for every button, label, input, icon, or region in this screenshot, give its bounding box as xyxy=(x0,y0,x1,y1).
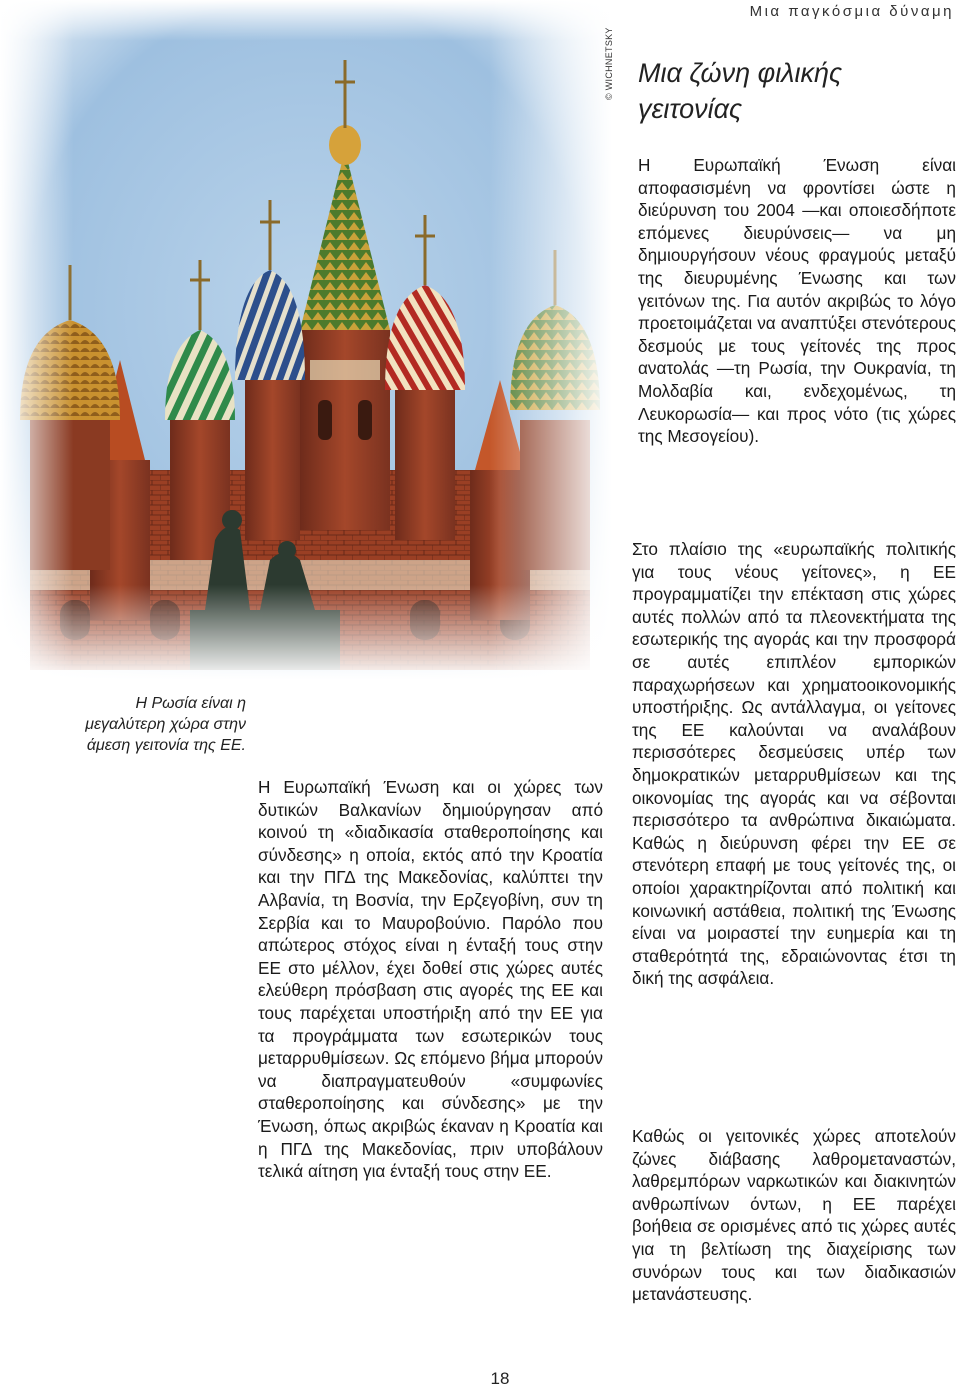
balkans-paragraph: Η Ευρωπαϊκή Ένωση και οι χώρες των δυτικών Βαλκανίων δημιούργησαν από κοινού τη «διαδικασία σταθεροποίησης και σύνδεσης» η οποία, εκτός από την Κροατία και την ΠΓΔ της Μακεδονίας, καλύπτει την Αλβανία, τη Βοσνία, την Ερζεγοβίνη, συν τη Σερβία και το Μαυροβούνιο. Παρόλο που απώτερος στόχος είναι η ένταξή τους στην ΕΕ στο μέλλον, έχει δοθεί στις χώρες αυτές ελεύθερη πρόσβαση στις αγορές της ΕΕ και τους παρέχεται υποστήριξη από την ΕΕ για τα προγράμματα των εσωτερικών τους μεταρρυθμίσεων. Ως επόμενο βήμα μπορούν να διαπραγματευθούν «συμφωνίες σταθεροποίησης και σύνδεσης» με την Ένωση, όπως ακριβώς έκαναν η Κροατία και η ΠΓΔ της Μακεδονίας, πριν υποβάλουν τελικά αίτηση για ένταξή τους στην ΕΕ. xyxy=(258,777,603,1182)
neighbourhood-policy-paragraph: Στο πλαίσιο της «ευρωπαϊκής πολιτικής για τους νέους γείτονες», η ΕΕ προγραμματίζει την επέκταση στις χώρες αυτές πολλών από τα πλεονεκτήματα της εσωτερικής της αγοράς και την προσφορά σε αυτές επιπλέον εμπορικών παραχωρήσεων και χρηματοοικονομικής υποστήριξης. Ως αντάλλαγμα, οι γείτονες της ΕΕ καλούνται να αναλάβουν περισσότερες δεσμεύσεις υπέρ των δημοκρατικών μεταρρυθμίσεων και της οικονομίας της αγοράς και να σέβονται περισσότερο τα ανθρώπινα δικαιώματα. Καθώς η διεύρυνση φέρει την ΕΕ σε στενότερη επαφή με τους γείτονές της, οι οποίοι χαρακτηρίζονται από πολιτική και κοινωνική αστάθεια, πολιτική της Ένωσης είναι να μοιραστεί την ευημερία και τη σταθερότητά της, εδραιώνοντας έτσι τη δική της ασφάλεια. xyxy=(632,539,956,989)
page-number: 18 xyxy=(490,1369,510,1388)
cathedral-photo xyxy=(0,0,612,680)
photo-credit: © WICHNETSKY xyxy=(604,27,614,100)
running-head: Μια παγκόσμια δύναμη xyxy=(749,3,954,20)
photo-caption: Η Ρωσία είναι η μεγαλύτερη χώρα στην άμεση γειτονία της ΕΕ. xyxy=(85,695,246,754)
section-title: Μια ζώνη φιλικής γειτονίας xyxy=(638,58,843,124)
border-management-paragraph: Καθώς οι γειτονικές χώρες αποτελούν ζώνες διάβασης λαθρομεταναστών, λαθρεμπόρων ναρκωτικών και διακινητών ανθρωπίνων όντων, η ΕΕ παρέχει βοήθεια σε ορισμένες από τις χώρες αυτές για τη βελτίωση της διαχείρισης των συνόρων τους και των διαδικασιών μετανάστευσης. xyxy=(632,1126,956,1305)
intro-paragraph: Η Ευρωπαϊκή Ένωση είναι αποφασισμένη να φροντίσει ώστε η διεύρυνση του 2004 —και οποιεσδήποτε επόμενες διευρύνσεις— να μη δημιουργήσουν νέους φραγμούς μεταξύ της διευρυμένης Ένωσης και των γειτόνων της. Για αυτόν ακριβώς το λόγο προετοιμάζεται να αναπτύξει στενότερους δεσμούς με τους γείτονές της προς ανατολάς —τη Ρωσία, την Ουκρανία, τη Μολδαβία και, ενδεχομένως, τη Λευκορωσία— και προς νότο (τις χώρες της Μεσογείου). xyxy=(638,155,956,447)
